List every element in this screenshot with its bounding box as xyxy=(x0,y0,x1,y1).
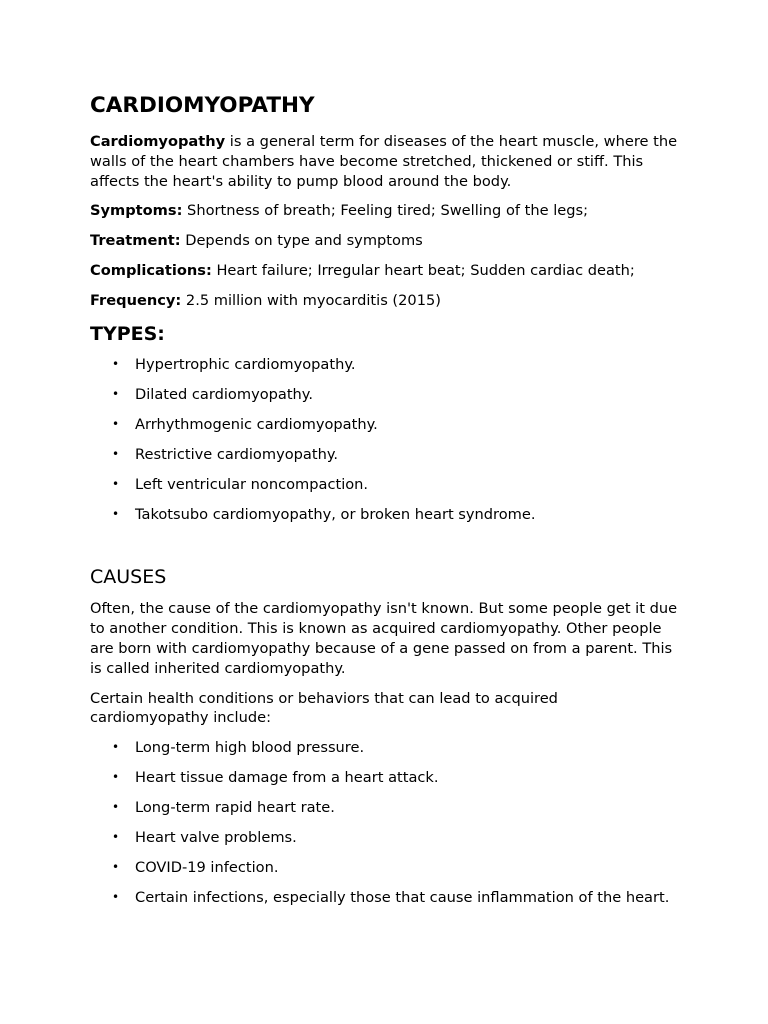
section-spacer xyxy=(90,534,680,564)
bullet-icon: • xyxy=(112,416,120,431)
intro-paragraph xyxy=(90,132,680,191)
fact-value: 2.5 million with myocarditis (2015) xyxy=(181,291,441,309)
list-item xyxy=(90,768,680,788)
bullet-icon: • xyxy=(112,386,120,401)
list-item xyxy=(90,475,680,495)
list-item-text: Heart valve problems. xyxy=(135,829,297,847)
list-item xyxy=(90,385,680,405)
list-item-text: Heart tissue damage from a heart attack. xyxy=(135,769,439,787)
list-item-text: Takotsubo cardiomyopathy, or broken heart syndrome. xyxy=(135,505,536,523)
causes-list xyxy=(90,738,680,908)
list-item xyxy=(90,505,680,525)
list-item xyxy=(90,858,680,878)
list-item xyxy=(90,355,680,375)
fact-treatment xyxy=(90,231,680,251)
fact-value: Shortness of breath; Feeling tired; Swelling of the legs; xyxy=(182,202,589,220)
intro-term: Cardiomyopathy xyxy=(90,133,226,150)
list-item-text: Long-term high blood pressure. xyxy=(135,739,365,757)
bullet-icon: • xyxy=(112,446,120,461)
list-item-text: Left ventricular noncompaction. xyxy=(135,475,369,493)
bullet-icon: • xyxy=(112,800,120,815)
list-item-text: COVID-19 infection. xyxy=(135,859,279,877)
bullet-icon: • xyxy=(112,356,120,371)
fact-value: Depends on type and symptoms xyxy=(180,232,423,250)
list-item xyxy=(90,828,680,848)
list-item-text: Arrhythmogenic cardiomyopathy. xyxy=(135,415,378,433)
list-item xyxy=(90,415,680,435)
list-item xyxy=(90,445,680,465)
fact-label: Frequency: xyxy=(90,291,182,309)
types-heading: TYPES: xyxy=(90,322,165,345)
bullet-icon: • xyxy=(112,770,120,785)
list-item-text: Hypertrophic cardiomyopathy. xyxy=(135,355,356,373)
intro-text: is a general term for diseases of the heart muscle, where the walls of the heart chambers have become stretched, thickened or stiff. This affects the heart's ability to pump blood around the body. xyxy=(90,133,678,190)
bullet-icon: • xyxy=(112,830,120,845)
list-item xyxy=(90,798,680,818)
types-list xyxy=(90,355,680,525)
list-item xyxy=(90,738,680,758)
bullet-icon: • xyxy=(112,860,120,875)
fact-complications xyxy=(90,261,680,281)
page-title: CARDIOMYOPATHY xyxy=(90,93,315,118)
bullet-icon: • xyxy=(112,890,120,905)
bullet-icon: • xyxy=(112,506,120,521)
list-item-text: Certain infections, especially those that cause inflammation of the heart. xyxy=(135,889,670,907)
fact-frequency xyxy=(90,291,680,311)
list-item xyxy=(90,888,680,908)
list-item-text: Dilated cardiomyopathy. xyxy=(135,385,314,403)
causes-paragraph-1: Often, the cause of the cardiomyopathy isn't known. But some people get it due to another condition. This is known as acquired cardiomyopathy. Other people are born with cardiomyopathy because of a gene passed on from a parent. This is called inherited cardiomyopathy. xyxy=(90,600,678,677)
list-item-text: Restrictive cardiomyopathy. xyxy=(135,445,339,463)
causes-paragraph-2: Certain health conditions or behaviors that can lead to acquired cardiomyopathy include: xyxy=(90,689,558,727)
bullet-icon: • xyxy=(112,740,120,755)
fact-label: Complications: xyxy=(90,261,212,279)
fact-value: Heart failure; Irregular heart beat; Sudden cardiac death; xyxy=(211,261,635,279)
fact-label: Symptoms: xyxy=(90,202,183,220)
fact-label: Treatment: xyxy=(90,232,181,250)
document-page xyxy=(90,92,680,918)
fact-symptoms xyxy=(90,201,680,221)
bullet-icon: • xyxy=(112,476,120,491)
list-item-text: Long-term rapid heart rate. xyxy=(135,799,335,817)
causes-heading: CAUSES xyxy=(90,566,167,589)
